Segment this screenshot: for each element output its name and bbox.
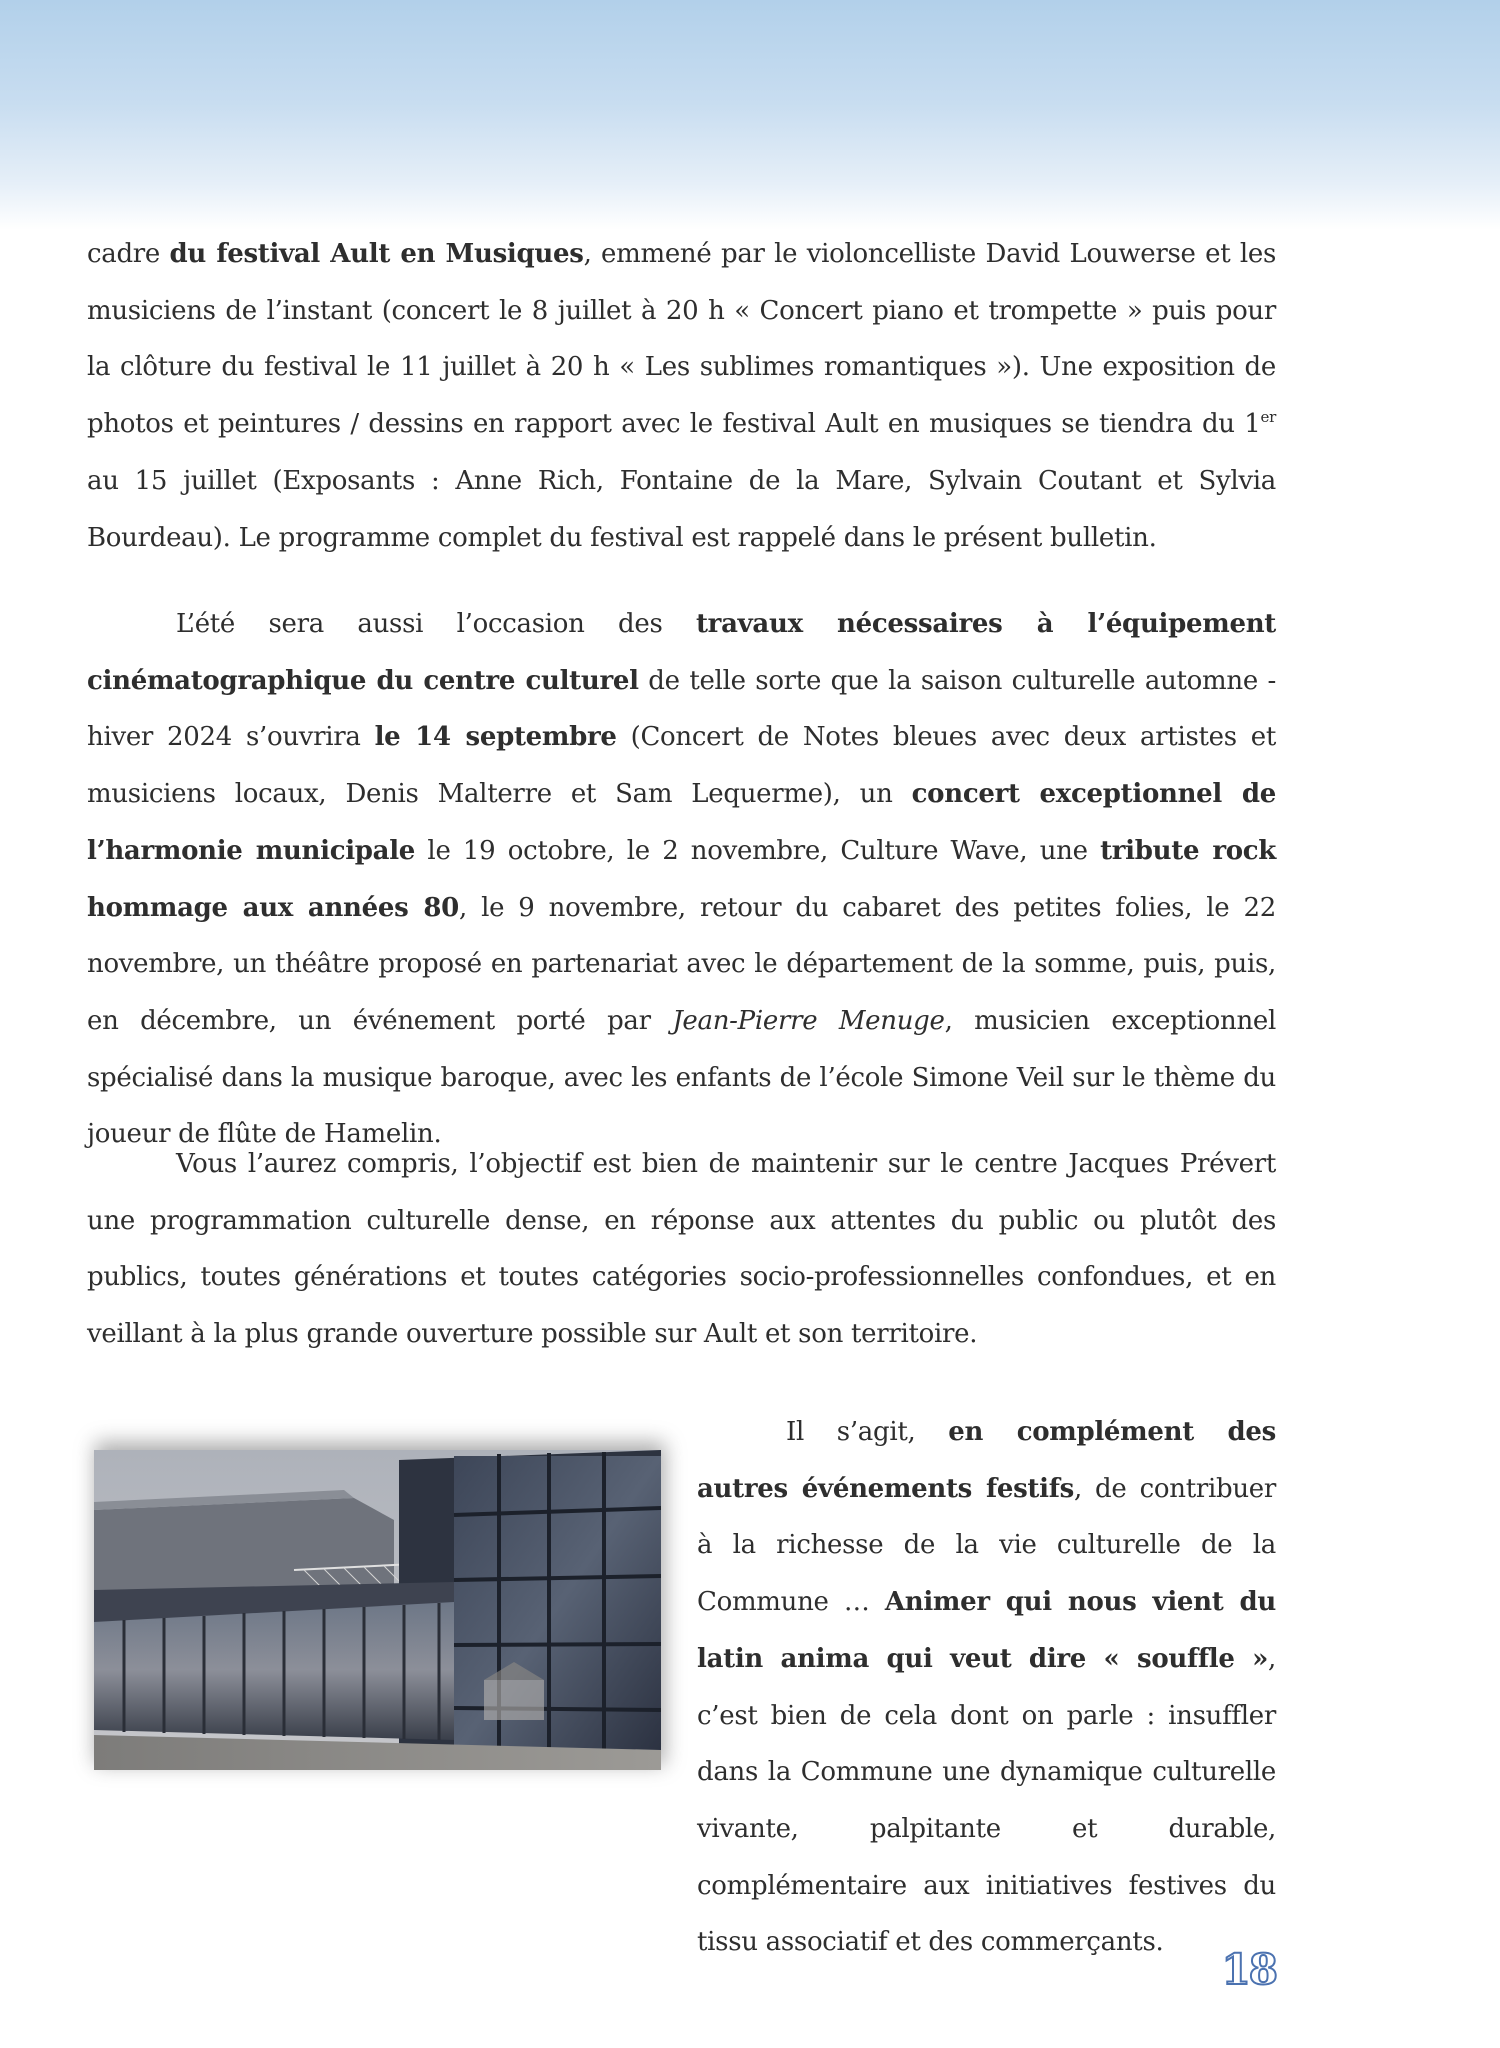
bold-complement-events: en complément des autres événements festifs: [697, 1417, 1276, 1504]
bold-harmony-concert: concert exceptionnel de l’harmonie municipale: [87, 779, 1276, 866]
page-number: 18: [1221, 1945, 1276, 1994]
paragraph-festival: cadre du festival Ault en Musiques, emmené par le violoncelliste David Louwerse et les musiciens de l’instant (concert le 8 juillet à 20 h « Concert piano et trompette » puis pour la clôture du festival le 11 juillet à 20 h « Les sublimes romantiques »). Une exposition de photos et peintures / dessins en rapport avec le festival Ault en musiques se tiendra du 1er au 15 juillet (Exposants : Anne Rich, Fontaine de la Mare, Sylvain Coutant et Sylvia Bourdeau). Le programme complet du festival est rappelé dans le présent bulletin.: [87, 239, 1276, 553]
paragraph-objective: Vous l’aurez compris, l’objectif est bien de maintenir sur le centre Jacques Prévert une programmation culturelle dense, en réponse aux attentes du public ou plutôt des publics, toutes générations et toutes catégories socio-professionnelles confondues, et en veillant à la plus grande ouverture possible sur Ault et son territoire.: [87, 1149, 1276, 1350]
header-gradient-band: [0, 0, 1500, 230]
paragraph-souffle: Il s’agit, en complément des autres événements festifs, de contribuer à la richesse de la vie culturelle de la Commune … Animer qui nous vient du latin anima qui veut dire « souffle », c’est bien de cela dont on parle : insuffler dans la Commune une dynamique culturelle vivante, palpitante et durable, complémentaire aux initiatives festives du tissu associatif et des commerçants.: [697, 1417, 1277, 1958]
bold-festival-name: du festival Ault en Musiques: [169, 239, 584, 269]
bold-tribute-rock: tribute rock hommage aux années 80: [87, 835, 1277, 923]
cultural-centre-photo: [94, 1450, 661, 1770]
bold-cinema-works: travaux nécessaires à l’équipement cinématographique du centre culturel: [87, 609, 1277, 696]
bold-animer-anima: Animer qui nous vient du latin anima qui veut dire « souffle »: [697, 1587, 1277, 1674]
bold-date-opening: le 14 septembre: [374, 722, 617, 753]
italic-artist-name: Jean-Pierre Menuge: [672, 1005, 945, 1036]
paragraph-season-program: L’été sera aussi l’occasion des travaux nécessaires à l’équipement cinématographique du centre culturel de telle sorte que la saison culturelle automne - hiver 2024 s’ouvrira le 14 septembre (Concert de Notes bleues avec deux artistes et musiciens locaux, Denis Malterre et Sam Lequerme), un concert exceptionnel de l’harmonie municipale le 19 octobre, le 2 novembre, Culture Wave, une tribute rock hommage aux années 80, le 9 novembre, retour du cabaret des petites folies, le 22 novembre, un théâtre proposé en partenariat avec le département de la somme, puis, puis, en décembre, un événement porté par Jean-Pierre Menuge, musicien exceptionnel spécialisé dans la musique baroque, avec les enfants de l’école Simone Veil sur le thème du joueur de flûte de Hamelin.: [87, 609, 1277, 1150]
